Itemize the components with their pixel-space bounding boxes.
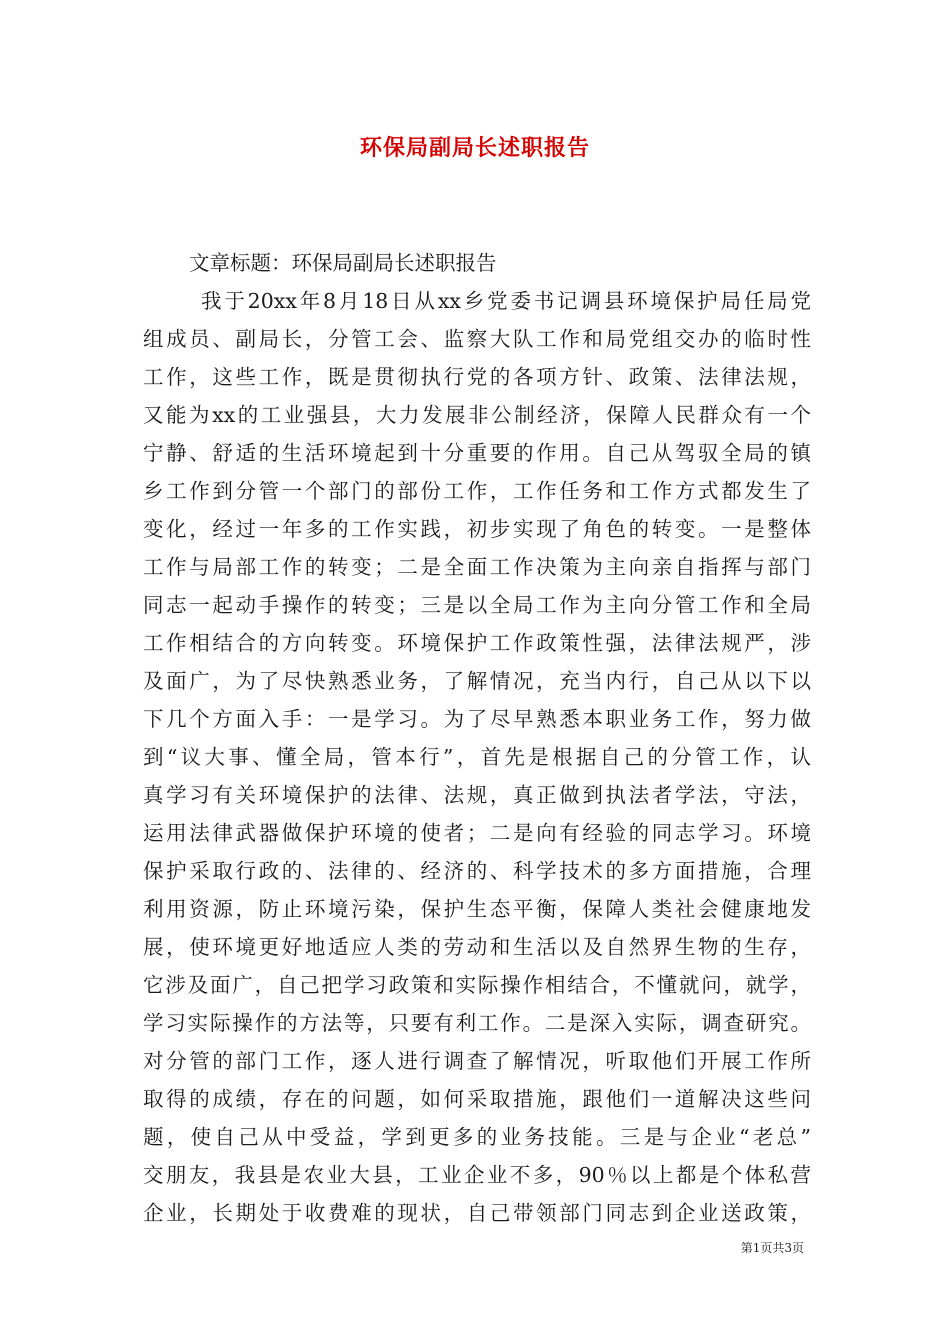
paragraph-line: 取得的成绩，存在的问题，如何采取措施，跟他们一道解决这些问 [143,1087,811,1111]
paragraph-line: 到“议大事、懂全局，管本行”，首先是根据自己的分管工作，认 [143,745,811,769]
page-number-footer: 第1页共3页 [740,1241,804,1255]
paragraph-line: 它涉及面广，自己把学习政策和实际操作相结合，不懂就问，就学， [143,973,811,997]
paragraph-line: 下几个方面入手：一是学习。为了尽早熟悉本职业务工作，努力做 [143,707,811,731]
paragraph-line: 组成员、副局长，分管工会、监察大队工作和局党组交办的临时性 [143,327,811,351]
paragraph-line: 保护采取行政的、法律的、经济的、科学技术的多方面措施，合理 [143,859,811,883]
paragraph-line: 及面广，为了尽快熟悉业务，了解情况，充当内行，自己从以下以 [143,669,811,693]
paragraph-line: 展，使环境更好地适应人类的劳动和生活以及自然界生物的生存， [143,935,811,959]
paragraph-line: 变化，经过一年多的工作实践，初步实现了角色的转变。一是整体 [143,517,811,541]
paragraph-line: 利用资源，防止环境污染，保护生态平衡，保障人类社会健康地发 [143,897,811,921]
paragraph-line: 学习实际操作的方法等，只要有利工作。二是深入实际，调查研究。 [143,1011,811,1035]
paragraph-line: 对分管的部门工作，逐人进行调查了解情况，听取他们开展工作所 [143,1049,811,1073]
paragraph-line: 交朋友，我县是农业大县，工业企业不多，90％以上都是个体私营 [143,1163,811,1187]
paragraph-line: 同志一起动手操作的转变；三是以全局工作为主向分管工作和全局 [143,593,811,617]
document-body [143,244,811,1232]
paragraph-line: 又能为xx的工业强县，大力发展非公制经济，保障人民群众有一个 [143,403,811,427]
paragraph-line: 企业，长期处于收费难的现状，自己带领部门同志到企业送政策， [143,1201,811,1225]
paragraph-line: 运用法律武器做保护环境的使者；二是向有经验的同志学习。环境 [143,821,811,845]
document-title: 环保局副局长述职报告 [359,135,590,161]
paragraph-line: 工作相结合的方向转变。环境保护工作政策性强，法律法规严，涉 [143,631,811,655]
paragraph-line: 真学习有关环境保护的法律、法规，真正做到执法者学法，守法， [143,783,811,807]
paragraph-line: 宁静、舒适的生活环境起到十分重要的作用。自己从驾驭全局的镇 [143,441,811,465]
paragraph-line: 乡工作到分管一个部门的部份工作，工作任务和工作方式都发生了 [143,479,811,503]
paragraph-line: 工作，这些工作，既是贯彻执行党的各项方针、政策、法律法规， [143,365,811,389]
paragraph-line: 工作与局部工作的转变；二是全面工作决策为主向亲自指挥与部门 [143,555,811,579]
paragraph-line: 文章标题：环保局副局长述职报告 [189,251,497,275]
paragraph-line: 题，使自己从中受益，学到更多的业务技能。三是与企业“老总” [143,1125,811,1149]
paragraph-line: 我于20xx年8月18日从xx乡党委书记调县环境保护局任局党 [201,289,811,313]
